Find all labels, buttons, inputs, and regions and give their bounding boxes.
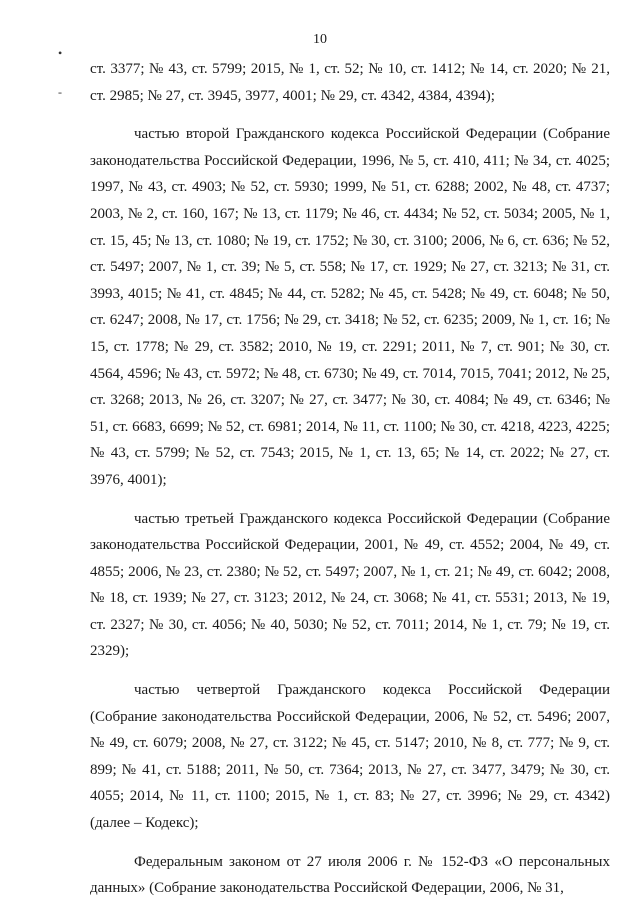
page-number: 10 bbox=[313, 32, 327, 47]
paragraph-civil-code-part-four: частью четвертой Гражданского кодекса Российской Федерации (Собрание законодательства Российской Федерации, 2006, № 52, ст. 5496; 2007, № 49, ст. 6079; 2008, № 27, ст. 3122; № 45, ст. 5147; 2010, № 8, ст. 777; № 9, ст. 899; № 41, ст. 5188; 2011, № 50, ст. 7364; 2013, № 27, ст. 3477, 3479; № 30, ст. 4055; 2014, № 11, ст. 1100; 2015, № 1, ст. 83; № 27, ст. 3996; № 29, ст. 4342) (далее – Кодекс); bbox=[90, 682, 610, 832]
margin-dash-mark: - bbox=[58, 85, 62, 99]
paragraph-continuation: ст. 3377; № 43, ст. 5799; 2015, № 1, ст. 52; № 10, ст. 1412; № 14, ст. 2020; № 21, ст. 2985; № 27, ст. 3945, 3977, 4001; № 29, ст. 4342, 4384, 4394); bbox=[90, 61, 610, 104]
document-body bbox=[90, 56, 610, 902]
margin-dot-mark: • bbox=[58, 46, 63, 60]
paragraph-civil-code-part-two: частью второй Гражданского кодекса Российской Федерации (Собрание законодательства Российской Федерации, 1996, № 5, ст. 410, 411; № 34, ст. 4025; 1997, № 43, ст. 4903; № 52, ст. 5930; 1999, № 51, ст. 6288; 2002, № 48, ст. 4737; 2003, № 2, ст. 160, 167; № 13, ст. 1179; № 46, ст. 4434; № 52, ст. 5034; 2005, № 1, ст. 15, 45; № 13, ст. 1080; № 19, ст. 1752; № 30, ст. 3100; 2006, № 6, ст. 636; № 52, ст. 5497; 2007, № 1, ст. 39; № 5, ст. 558; № 17, ст. 1929; № 27, ст. 3213; № 31, ст. 3993, 4015; № 41, ст. 4845; № 44, ст. 5282; № 45, ст. 5428; № 49, ст. 6048; № 50, ст. 6247; 2008, № 17, ст. 1756; № 29, ст. 3418; № 52, ст. 6235; 2009, № 1, ст. 16; № 15, ст. 1778; № 29, ст. 3582; 2010, № 19, ст. 2291; 2011, № 7, ст. 901; № 30, ст. 4564, 4596; № 43, ст. 5972; № 48, ст. 6730; № 49, ст. 7014, 7015, 7041; 2012, № 25, ст. 3268; 2013, № 26, ст. 3207; № 27, ст. 3477; № 30, ст. 4084; № 49, ст. 6346; № 51, ст. 6683, 6699; № 52, ст. 6981; 2014, № 11, ст. 1100; № 30, ст. 4218, 4223, 4225; № 43, ст. 5799; № 52, ст. 7543; 2015, № 1, ст. 13, 65; № 14, ст. 2022; № 27, ст. 3976, 4001); bbox=[90, 126, 610, 488]
paragraph-civil-code-part-three: частью третьей Гражданского кодекса Российской Федерации (Собрание законодательства Российской Федерации, 2001, № 49, ст. 4552; 2004, № 49, ст. 4855; 2006, № 23, ст. 2380; № 52, ст. 5497; 2007, № 1, ст. 21; № 49, ст. 6042; 2008, № 18, ст. 1939; № 27, ст. 3123; 2012, № 24, ст. 3068; № 41, ст. 5531; 2013, № 19, ст. 2327; № 30, ст. 4056; № 40, 5030; № 52, ст. 7011; 2014, № 1, ст. 79; № 19, ст. 2329); bbox=[90, 510, 610, 660]
paragraph-federal-law-personal-data: Федеральным законом от 27 июля 2006 г. № 152-ФЗ «О персональных данных» (Собрание законодательства Российской Федерации, 2006, № 31, bbox=[90, 853, 610, 897]
